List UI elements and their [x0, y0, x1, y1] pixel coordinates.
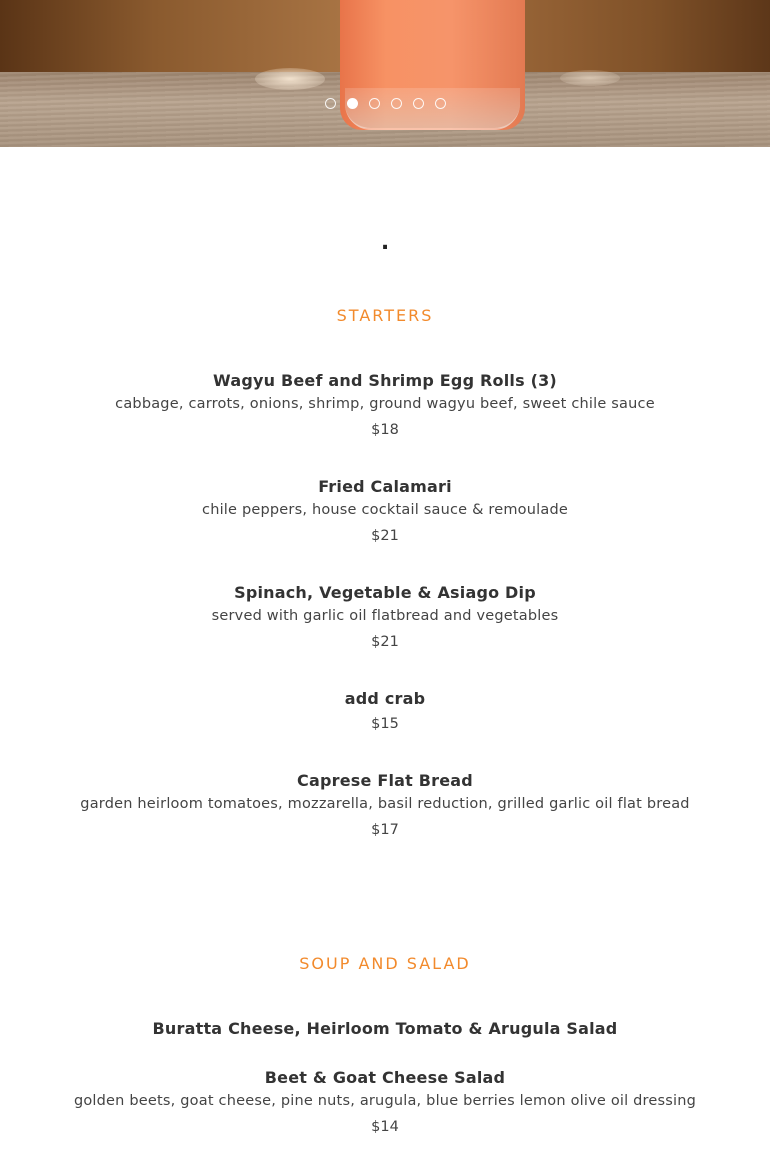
- menu-item-name: Spinach, Vegetable & Asiago Dip: [234, 583, 536, 602]
- menu-item-price: $15: [371, 716, 399, 732]
- slide-dot-6[interactable]: [435, 98, 446, 109]
- hero-slideshow-image: [0, 0, 770, 147]
- slide-dot-2-active[interactable]: [347, 98, 358, 109]
- section-heading-starters: STARTERS: [336, 306, 434, 325]
- menu-item-description: cabbage, carrots, onions, shrimp, ground wagyu beef, sweet chile sauce: [115, 396, 655, 412]
- menu-item-name: Buratta Cheese, Heirloom Tomato & Arugula Salad: [152, 1019, 618, 1038]
- slide-dot-1[interactable]: [325, 98, 336, 109]
- menu-item-description: garden heirloom tomatoes, mozzarella, basil reduction, grilled garlic oil flat bread: [80, 796, 690, 812]
- menu-item-price: $17: [371, 822, 399, 838]
- slideshow-pager: [0, 98, 770, 110]
- menu-item-description: served with garlic oil flatbread and vegetables: [211, 608, 559, 624]
- menu-item-price: $21: [371, 634, 399, 650]
- slide-dot-4[interactable]: [391, 98, 402, 109]
- section-heading-soup-and-salad: SOUP AND SALAD: [299, 954, 471, 973]
- menu-item-price: $18: [371, 422, 399, 438]
- menu-item-name: Fried Calamari: [318, 477, 452, 496]
- menu-item-price: $21: [371, 528, 399, 544]
- page-title-mark: .: [380, 230, 390, 255]
- light-glare: [255, 68, 325, 90]
- menu-item-name: Caprese Flat Bread: [297, 771, 473, 790]
- menu-item-description: chile peppers, house cocktail sauce & remoulade: [202, 502, 568, 518]
- menu-item-name: add crab: [344, 689, 426, 708]
- light-glare: [560, 70, 620, 86]
- menu-item-price: $14: [371, 1119, 399, 1135]
- menu-item-name: Beet & Goat Cheese Salad: [264, 1068, 506, 1087]
- slide-dot-5[interactable]: [413, 98, 424, 109]
- menu-item-name: Wagyu Beef and Shrimp Egg Rolls (3): [213, 371, 557, 390]
- menu-item-description: golden beets, goat cheese, pine nuts, arugula, blue berries lemon olive oil dressing: [73, 1093, 697, 1109]
- slide-dot-3[interactable]: [369, 98, 380, 109]
